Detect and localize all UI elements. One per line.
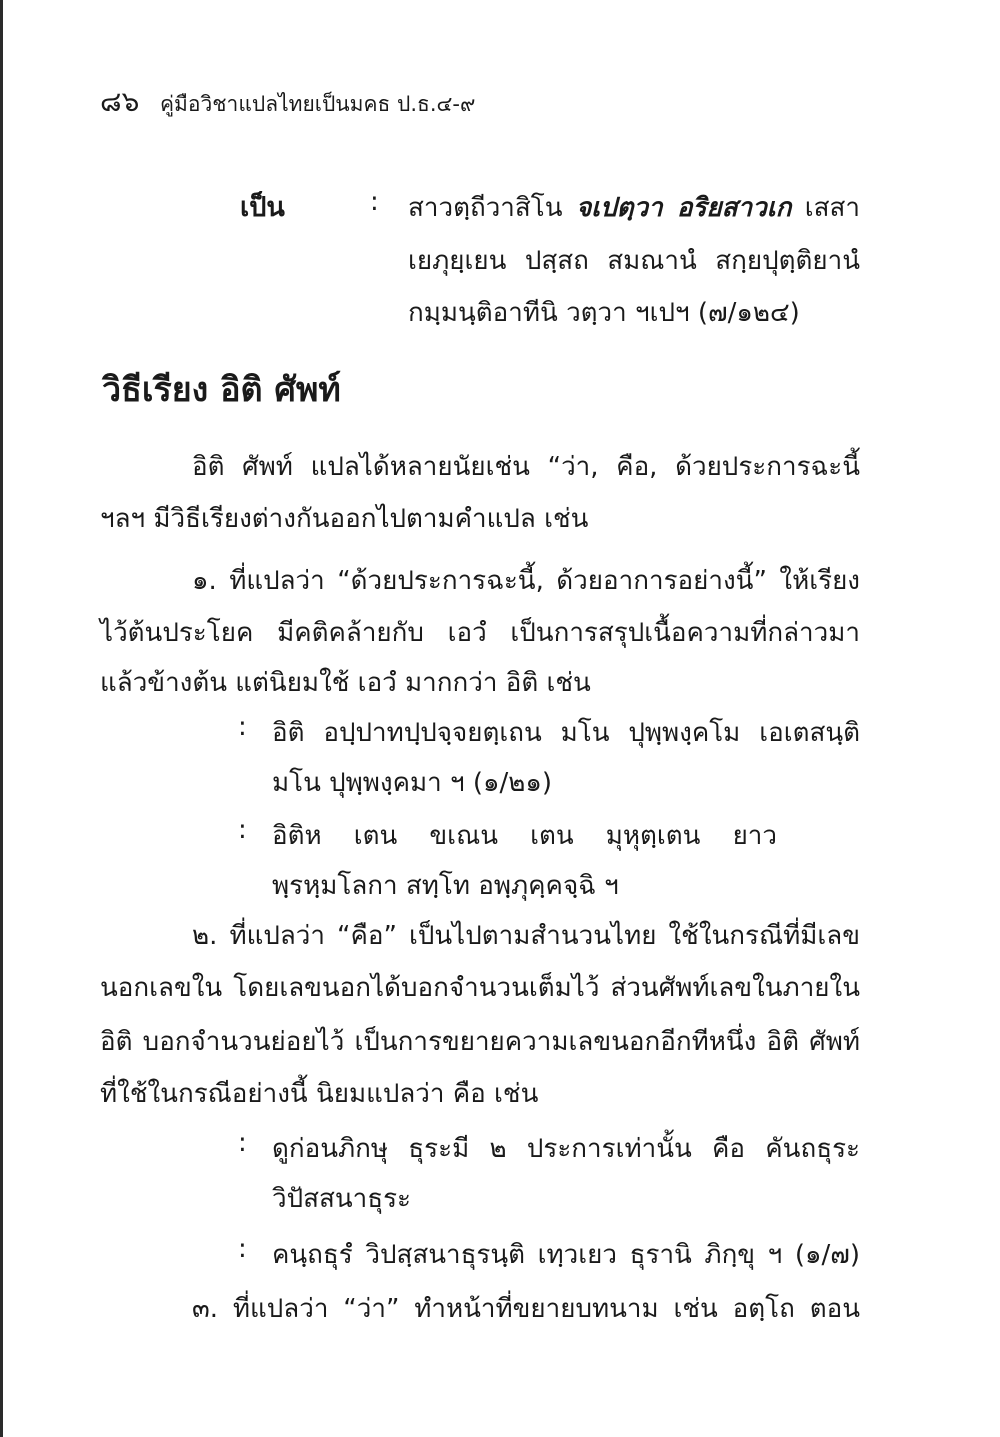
example-line-1b: จเปตฺวา อริยสาวเก (575, 193, 792, 223)
example-line-2: เยภุยฺเยน ปสฺสถ สมณานํ สกฺยปุตฺติยานํ (408, 246, 860, 276)
ex1b-line-2: พฺรหฺมโลกา สทฺโท อพฺภุคฺคจฺฉิ ฯ (272, 871, 619, 901)
item1-line-1: ๑. ที่แปลว่า “ด้วยประการฉะนี้, ด้วยอาการอย่างนี้” ให้เรียง (192, 566, 860, 596)
ex2a-line-1: ดูก่อนภิกษุ ธุระมี ๒ ประการเท่านั้น คือ คันถธุระ (272, 1134, 860, 1164)
example-colon: : (370, 187, 379, 217)
item1-line-2: ไว้ต้นประโยค มีคติคล้ายกับ เอวํ เป็นการสรุปเนื้อความที่กล่าวมา (100, 618, 860, 648)
item3-line-1: ๓. ที่แปลว่า “ว่า” ทำหน้าที่ขยายบทนาม เช่น อตฺโถ ตอน (192, 1294, 860, 1324)
item1-line-3: แล้วข้างต้น แต่นิยมใช้ เอวํ มากกว่า อิติ เช่น (100, 668, 591, 698)
example-line-1a: สาวตฺถีวาสิโน (408, 193, 563, 223)
item2-line-3: อิติ บอกจำนวนย่อยไว้ เป็นการขยายความเลขนอกอีกทีหนึ่ง อิติ ศัพท์ (100, 1027, 860, 1057)
page-edge (0, 0, 3, 1437)
page-number: ๘๖ (100, 85, 140, 118)
ex1a-colon: : (238, 712, 247, 742)
item2-line-4: ที่ใช้ในกรณีอย่างนี้ นิยมแปลว่า คือ เช่น (100, 1079, 539, 1109)
ex2a-line-2: วิปัสสนาธุระ (272, 1184, 412, 1214)
item2-line-2: นอกเลขใน โดยเลขนอกได้บอกจำนวนเต็มไว้ ส่วนศัพท์เลขในภายใน (100, 973, 860, 1003)
ex1a-line-2: มโน ปุพฺพงฺคมา ฯ (๑/๒๑) (272, 768, 553, 798)
intro-line-1: อิติ ศัพท์ แปลได้หลายนัยเช่น “ว่า, คือ, ด้วยประการฉะนี้ (192, 452, 860, 482)
section-title: วิธีเรียง อิติ ศัพท์ (102, 370, 341, 410)
intro-line-2: ฯลฯ มีวิธีเรียงต่างกันออกไปตามคำแปล เช่น (100, 504, 589, 534)
running-header: คู่มือวิชาแปลไทยเป็นมคธ ป.ธ.๔-๙ (160, 92, 476, 116)
ex2b-line-1: คนฺถธุรํ วิปสฺสนาธุรนฺติ เทฺวเยว ธุรานิ ภิกฺขุ ฯ (๑/๗) (272, 1240, 860, 1270)
example-line-1c: เสสา (804, 193, 861, 223)
ex2a-colon: : (238, 1128, 247, 1158)
example-line-3: กมฺมนฺติอาทีนิ วตฺวา ฯเปฯ (๗/๑๒๔) (408, 298, 800, 328)
ex1a-line-1: อิติ อปฺปาทปฺปจฺจยตฺเถน มโน ปุพฺพงฺคโม เอเตสนฺติ (272, 718, 860, 748)
ex2b-colon: : (238, 1234, 247, 1264)
ex1b-line-1: อิติห เตน ขเณน เตน มุหุตฺเตน ยาว (272, 821, 777, 851)
example-label: เป็น (240, 192, 285, 223)
item2-line-1: ๒. ที่แปลว่า “คือ” เป็นไปตามสำนวนไทย ใช้ในกรณีที่มีเลข (192, 921, 860, 951)
ex1b-colon: : (238, 815, 247, 845)
example-line-1 (408, 187, 860, 228)
